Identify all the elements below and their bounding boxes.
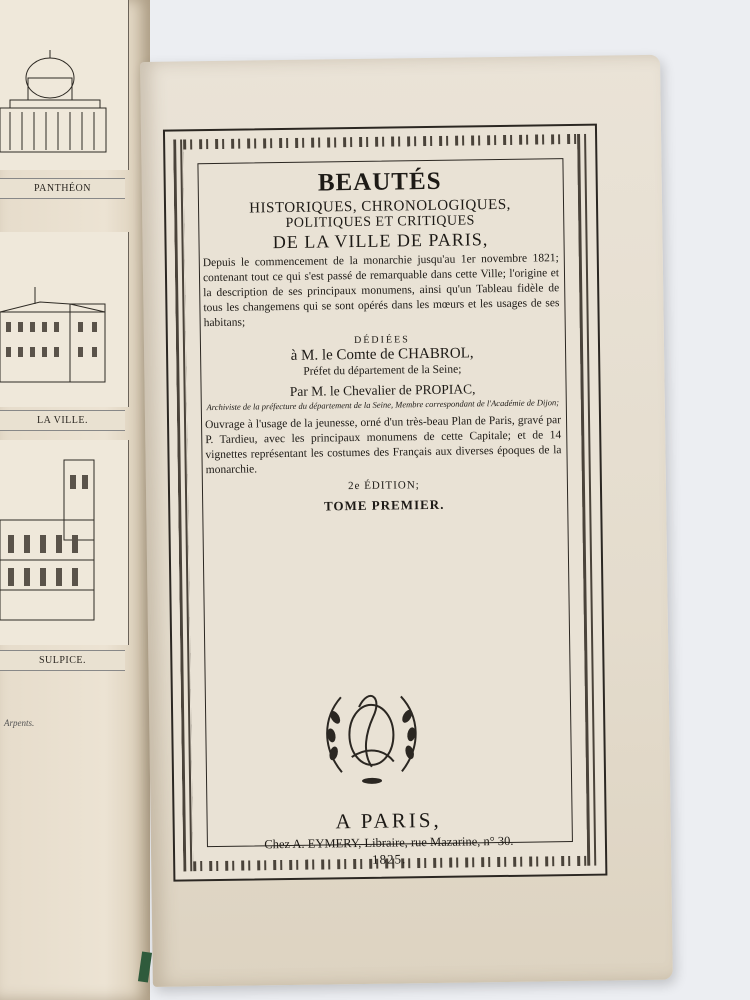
handwritten-note: Arpents. [4,718,35,728]
ornamental-frame [163,124,607,882]
title-page-text [202,166,563,516]
imprint-publisher: Chez A. EYMERY, Libraire, rue Mazarine, n° 30. [264,833,514,852]
edition-label: 2e ÉDITION; [347,479,420,493]
author-title: Archiviste de la préfecture du département de la Seine, Membre correspondant de l'Académie de Dijon; [206,397,560,413]
book-subtitle-line3: DE LA VILLE DE PARIS, [272,229,489,253]
plate-caption-pantheon: PANTHÉON [0,178,125,199]
saint-sulpice-engraving [0,440,129,645]
book-subtitle-line1: HISTORIQUES, CHRONOLOGIQUES, [249,196,511,217]
pantheon-illustration [0,0,128,170]
hotel-de-ville-illustration [0,232,128,407]
author-name: Par M. le Chevalier de PROPIAC, [289,381,476,399]
volume-label: TOME PREMIER. [323,496,445,514]
book-subtitle-line2: POLITIQUES ET CRITIQUES [285,213,476,231]
plate-caption-hotel-de-ville: LA VILLE. [0,410,125,431]
book-title: BEAUTÉS [317,167,442,197]
monogram-wreath-icon [311,676,433,798]
dedicatee-title: Préfet du département de la Seine; [303,363,462,378]
left-page-plates [0,0,150,1000]
dedication-heading: DÉDIÉES [353,334,410,347]
imprint-year: 1825. [371,851,407,867]
imprint [210,806,567,870]
work-description: Ouvrage à l'usage de la jeunesse, orné d'un très-beau Plan de Paris, gravé par P. Tardieu, avec les principaux monumens de cette Capitale; et de 14 vignettes représentant les costumes des Français aux diverses époques de la monarchie. [204,414,562,477]
pantheon-engraving [0,0,129,170]
imprint-place: A PARIS, [335,807,442,834]
hotel-de-ville-engraving [0,232,129,407]
book-description: Depuis le commencement de la monarchie jusqu'au 1er novembre 1821; contenant tout ce qui s'est passé de remarquable dans cette Ville; l'origine et la description de ses principaux monumens, ainsi qu'un Tableau fidèle de tous les changemens qui se sont opérés dans les mœurs et les usages de ses habitans; [202,252,560,330]
saint-sulpice-illustration [0,440,128,645]
dedicatee-name: à M. le Comte de CHABROL, [290,345,474,364]
title-page [140,55,673,987]
plate-caption-saint-sulpice: SULPICE. [0,650,125,671]
